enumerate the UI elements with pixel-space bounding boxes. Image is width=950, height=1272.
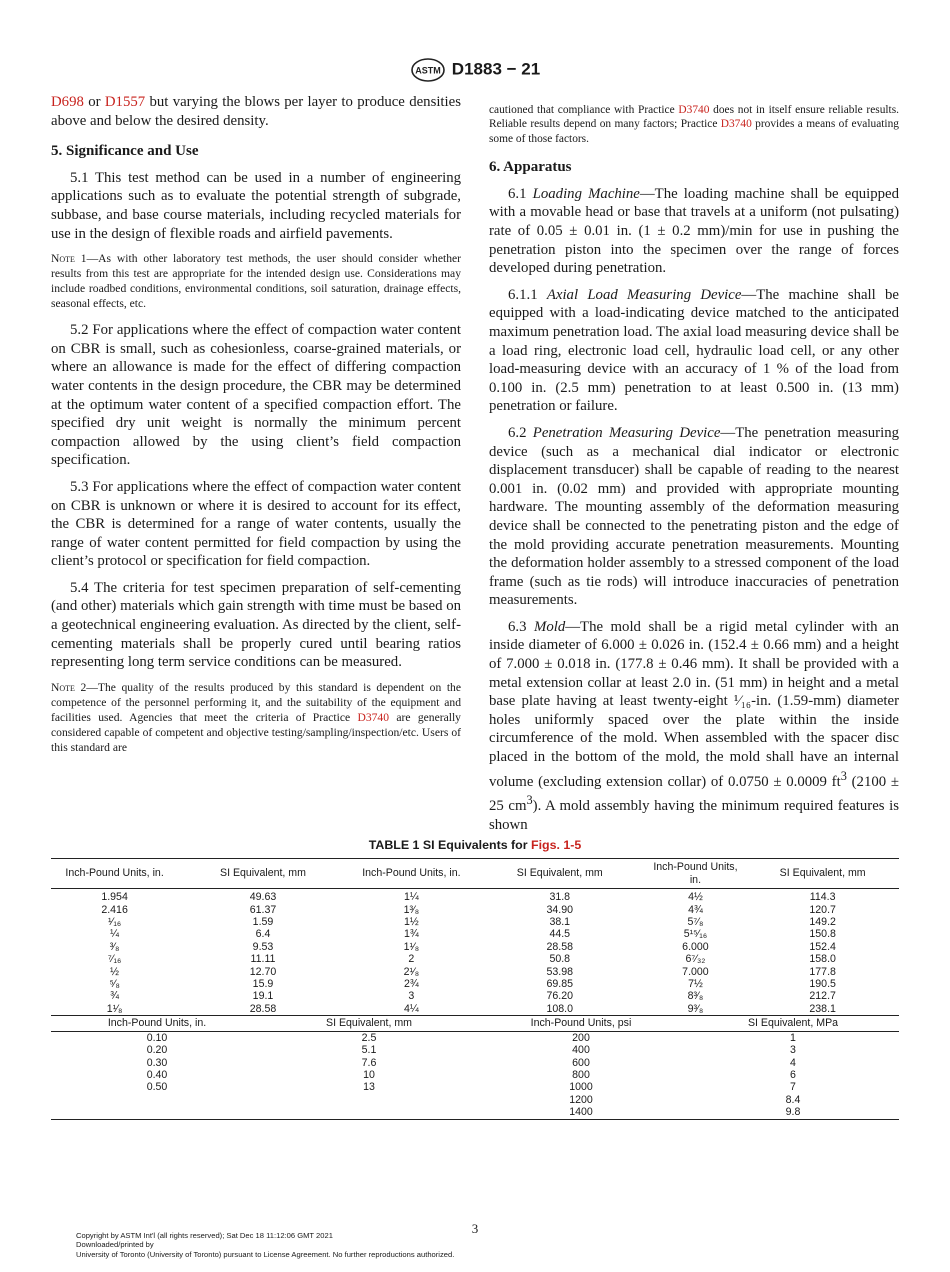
table-cell: 200 — [572, 1031, 590, 1044]
paragraph-6-1: 6.1 Loading Machine—The loading machine shall be equipped with a movable head or base that travels at a uniform (not pulsating) rate of 0.05 ± 0.01 in. (1 ± 0.2 mm)/min for use in pushing the penetration piston into the specimen over the range of forces developed during penetration. — [489, 185, 899, 277]
table-cell: 1½ — [404, 916, 419, 928]
table-cell: ⁵⁄₈ — [109, 978, 120, 991]
table-cell: 150.8 — [809, 928, 836, 941]
note-1: Note 1—As with other laboratory test methods, the user should consider whether results from this test are appropriate for the intended design use. Considerations may include roadbed conditions, environmental conditions, soil saturation, drainage effects, seasonal effects, etc. — [51, 252, 461, 311]
table-cell: 190.5 — [809, 978, 836, 991]
note-2: Note 2—The quality of the results produced by this standard is dependent on the competence of the personnel performing it, and the suitability of the equipment and facilities used. Agencies that meet the criteria of Practice D3740 are generally considered capable of competent and objective testing/sampling/inspection/etc. Users of this standard are — [51, 680, 461, 754]
table-row — [51, 904, 899, 916]
table-row — [51, 941, 899, 953]
table-cell: 49.63 — [249, 891, 277, 904]
page-header — [0, 58, 950, 82]
table-cell: 38.1 — [549, 916, 571, 928]
table-cell: 5¹⁵⁄₁₆ — [683, 928, 708, 941]
document-designation: D1883 − 21 — [451, 59, 541, 79]
table-cell — [51, 1106, 263, 1119]
table-cell: 4¾ — [688, 903, 703, 916]
table-cell: 1³⁄₈ — [403, 903, 420, 916]
link-d698[interactable]: D698 — [51, 94, 84, 110]
table-cell: 9.8 — [785, 1106, 801, 1119]
link-d3740[interactable]: D3740 — [357, 710, 390, 724]
intro-paragraph: D698 or D1557 but varying the blows per layer to produce densities above and below the desired density. — [51, 94, 461, 129]
paragraph-5-2: 5.2 For applications where the effect of compaction water content on CBR is small, such as cohesionless, coarse-grained materials, or where an allowance is made for the effect of differing compaction water contents in the design procedure, the CBR may be determined at the optimum water content of a specified compaction effort. The specified dry unit weight is normally the minimum percent compaction allowed by the using client’s field compaction specification. — [51, 322, 461, 469]
table-cell: 8³⁄₈ — [687, 990, 704, 1003]
table-cell: 9³⁄₈ — [687, 1002, 704, 1015]
table-header: SI Equivalent, mm — [263, 1016, 475, 1032]
table-1-lower-body — [51, 1031, 899, 1119]
table-cell: 0.50 — [146, 1081, 168, 1094]
table-cell: 34.90 — [546, 903, 574, 916]
table-cell: 600 — [572, 1056, 590, 1069]
table-cell: 69.85 — [546, 978, 574, 991]
right-column — [489, 95, 899, 842]
table-cell: 1400 — [569, 1106, 593, 1119]
table-cell: 149.2 — [809, 916, 836, 928]
table-header: Inch-Pound Units, in. — [51, 1016, 263, 1032]
table-cell: ¼ — [110, 928, 120, 941]
table-cell: 158.0 — [809, 953, 836, 966]
table-cell: 4¼ — [404, 1002, 419, 1015]
copyright-footer: Copyright by ASTM Int'l (all rights reserved); Sat Dec 18 11:12:06 GMT 2021 Downloaded/printed by University of Toronto (University of Toronto) pursuant to License Agreement. No further reproductions authorized. — [76, 1231, 455, 1259]
table-cell: 28.58 — [249, 1002, 277, 1015]
table-cell: 7.000 — [682, 965, 709, 978]
table-row — [51, 1044, 899, 1056]
table-1-upper — [51, 858, 899, 1015]
table-cell: 2¹⁄₈ — [403, 965, 420, 978]
table-cell: 5.1 — [361, 1044, 377, 1057]
table-cell: 8.4 — [785, 1093, 801, 1106]
table-cell: 212.7 — [809, 990, 836, 1003]
table-header: SI Equivalent, mm — [475, 859, 645, 889]
table-cell: 7.6 — [361, 1056, 377, 1069]
table-1-lower — [51, 1015, 899, 1119]
paragraph-6-2: 6.2 Penetration Measuring Device—The penetration measuring device (such as a mechanical dial indicator or electronic displacement transducer) shall be capable of reading to the nearest 0.001 in. (0.02 mm) and provided with appropriate mounting hardware. The mounting assembly of the deformation measuring device shall be connected to the penetrating piston and the edge of the mold providing accurate penetration measurements. Mounting the deformation holder assembly to a stressed component of the load frame (such as tie rods) will introduce inaccuracies of penetration measurements. — [489, 424, 899, 609]
paragraph-5-1: 5.1 This test method can be used in a number of engineering applications such as to evaluate the potential strength of subgrade, subbase, and base course materials, including recycled materials for use in the design of flexible roads and airfield pavements. — [51, 169, 461, 242]
table-cell: 2 — [408, 953, 415, 966]
table-cell: 61.37 — [249, 903, 277, 916]
table-cell: 28.58 — [546, 940, 574, 953]
table-header: SI Equivalent, MPa — [687, 1016, 899, 1032]
table-cell: 6 — [790, 1069, 796, 1082]
table-row — [51, 1094, 899, 1106]
page-number: 3 — [471, 1221, 479, 1236]
table-cell: 120.7 — [809, 903, 836, 916]
table-cell: 1¹⁄₈ — [106, 1002, 123, 1015]
table-row — [51, 1003, 899, 1015]
table-row — [51, 953, 899, 965]
paragraph-6-3: 6.3 Mold—The mold shall be a rigid metal cylinder with an inside diameter of 6.000 ± 0.026 in. (152.4 ± 0.66 mm) and a height of 7.000 ± 0.018 in. (177.8 ± 0.46 mm). It shall be provided with a metal extension collar at least 2.0 in. (51 mm) in height and a metal base plate having at least twenty-eight ¹⁄₁₆-in. (1.59-mm) diameter holes uniformly spaced over the plate within the inside circumference of the mold. When assembled with the spacer disc placed in the bottom of the mold, the mold shall have an internal volume (excluding extension collar) of 0.0750 ± 0.0009 $ft^3$ (2100 ± 25 $cm^3$). A mold assembly having the minimum required features is shown — [489, 618, 899, 833]
table-row — [51, 1081, 899, 1093]
table-row — [51, 978, 899, 990]
paragraph-5-3: 5.3 For applications where the effect of compaction water content on CBR is unknown or where it is desired to account for its effect, the CBR is determined for a range of water contents, usually the range of water content permitted for field compaction by using the client’s protocol or specification for field compaction. — [51, 478, 461, 570]
table-cell: 1000 — [569, 1081, 593, 1094]
table-cell: 10 — [363, 1069, 375, 1082]
table-cell: 19.1 — [252, 990, 274, 1003]
table-cell: 4 — [790, 1056, 796, 1069]
table-1-title: TABLE 1 SI Equivalents for Figs. 1-5 — [368, 838, 582, 852]
table-cell: 1.59 — [252, 916, 274, 928]
table-row — [51, 1057, 899, 1069]
table-cell: 6.000 — [682, 940, 709, 953]
table-cell: 0.30 — [146, 1056, 168, 1069]
table-cell: 114.3 — [809, 891, 836, 904]
table-cell: 177.8 — [809, 965, 836, 978]
link-d3740[interactable]: D3740 — [678, 104, 710, 116]
table-cell: 0.20 — [146, 1044, 168, 1057]
svg-text:ASTM: ASTM — [415, 65, 441, 76]
table-cell: 2.5 — [361, 1031, 377, 1044]
link-figs[interactable]: Figs. 1-5 — [531, 838, 582, 852]
section-5-heading: 5. Significance and Use — [51, 143, 199, 160]
table-cell: ³⁄₈ — [109, 940, 120, 953]
table-cell: 44.5 — [549, 928, 571, 941]
table-header: Inch-Pound Units, in. — [348, 859, 475, 889]
table-cell: ¾ — [110, 990, 120, 1003]
table-cell: 7½ — [688, 978, 703, 991]
table-cell: 53.98 — [546, 965, 574, 978]
table-cell: 1¼ — [404, 891, 419, 904]
table-cell: ⁷⁄₁₆ — [107, 953, 122, 966]
table-cell: 1 — [790, 1031, 796, 1044]
table-cell: 1¾ — [404, 928, 419, 941]
table-cell: 15.9 — [252, 978, 274, 991]
table-header: Inch-Pound Units, psi — [475, 1016, 687, 1032]
left-column — [51, 93, 461, 765]
table-cell: 9.53 — [252, 940, 274, 953]
table-cell: 1.954 — [101, 891, 128, 904]
table-cell: 31.8 — [549, 891, 571, 904]
table-cell: 2.416 — [101, 903, 128, 916]
table-cell: 0.10 — [146, 1031, 168, 1044]
link-d3740[interactable]: D3740 — [720, 118, 752, 131]
table-cell — [263, 1106, 475, 1119]
table-row — [51, 889, 899, 904]
table-cell: 13 — [363, 1081, 375, 1094]
table-row — [51, 916, 899, 928]
link-d1557[interactable]: D1557 — [104, 94, 146, 110]
table-cell: 800 — [572, 1069, 590, 1082]
table-header: SI Equivalent, mm — [746, 859, 899, 889]
table-cell: 400 — [572, 1044, 590, 1057]
table-cell: 12.70 — [249, 965, 277, 978]
table-cell: 7 — [790, 1081, 796, 1094]
table-cell: 152.4 — [809, 940, 836, 953]
table-cell — [263, 1094, 475, 1106]
table-cell: 4½ — [688, 891, 703, 904]
table-header: Inch-Pound Units, in. — [645, 859, 747, 889]
table-row — [51, 966, 899, 978]
table-cell: 0.40 — [146, 1069, 168, 1082]
paragraph-6-1-1: 6.1.1 Axial Load Measuring Device—The machine shall be equipped with a load-indicating device matched to the anticipated maximum penetration load. The axial load measuring device shall be a load ring, electronic load cell, hydraulic load cell, or any other load-measuring device with an accuracy of 1 % of the load from 0.100 in. (2.5 mm) penetration to at least 0.500 in. (13 mm) penetration or failure. — [489, 286, 899, 415]
table-cell: 5⁷⁄₈ — [687, 916, 704, 928]
table-cell: 108.0 — [546, 1002, 574, 1015]
table-cell: 50.8 — [549, 953, 571, 966]
astm-logo-icon — [410, 58, 446, 82]
table-cell: 76.20 — [546, 990, 574, 1003]
table-row — [51, 1069, 899, 1081]
table-cell: ¹⁄₁₆ — [108, 916, 122, 928]
table-row — [51, 928, 899, 940]
table-cell — [51, 1094, 263, 1106]
table-header: Inch-Pound Units, in. — [51, 859, 178, 889]
section-6-heading: 6. Apparatus — [489, 159, 572, 176]
table-cell: 2¾ — [404, 978, 419, 991]
table-cell: 3 — [408, 990, 415, 1003]
table-1-upper-body — [51, 889, 899, 1016]
table-cell: 238.1 — [809, 1002, 836, 1015]
table-1 — [51, 838, 899, 1120]
table-cell: 1¹⁄₈ — [403, 940, 420, 953]
table-row — [51, 1106, 899, 1119]
paragraph-5-4: 5.4 The criteria for test specimen preparation of self-cementing (and other) materials which gain strength with time must be based on a geotechnical engineering evaluation. As directed by the client, self-cementing materials shall be properly cured until bearing ratios representing long term service conditions can be measured. — [51, 579, 461, 671]
table-cell: ½ — [110, 965, 120, 978]
table-cell: 1200 — [569, 1093, 593, 1106]
table-cell: 11.11 — [250, 953, 276, 966]
table-row — [51, 990, 899, 1002]
note-2-continued: cautioned that compliance with Practice D3740 does not in itself ensure reliable results. Reliable results depend on many factors; Practice D3740 provides a means of evaluating some of those factors. — [489, 104, 900, 145]
table-cell: 6.4 — [255, 928, 271, 941]
table-cell: 6⁷⁄₃₂ — [685, 953, 706, 966]
table-row — [51, 1031, 899, 1044]
table-header: SI Equivalent, mm — [178, 859, 348, 889]
table-cell: 3 — [790, 1044, 796, 1057]
